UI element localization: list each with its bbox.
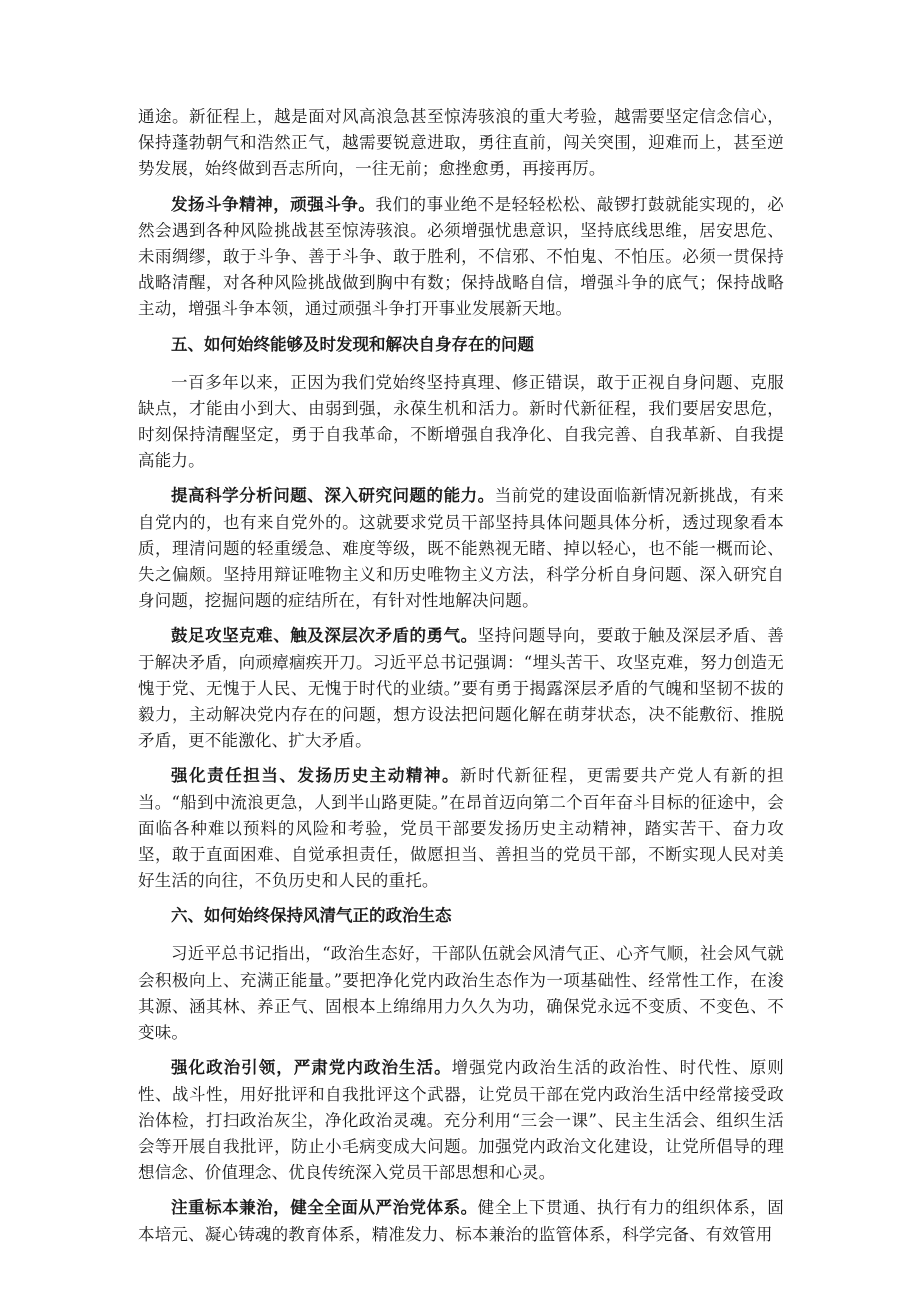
paragraph-text: 我们的事业绝不是轻轻松松、敲锣打鼓就能实现的，必然会遇到各种风险挑战甚至惊涛骇浪。必须增强忧患意识，坚持底线思维，居安思危、未雨绸缪，敢于斗争、善于斗争、敢于胜利，不信邪、不怕鬼、不怕压。必须一贯保持战略清醒，对各种风险挑战做到胸中有数；保持战略自信，增强斗争的底气；保持战略主动，增强斗争本领，通过顽强斗争打开事业发展新天地。 <box>138 194 784 319</box>
paragraph-text: 健全上下贯通、执行有力的组织体系，固本培元、凝心铸魂的教育体系，精准发力、标本兼治的监管体系，科学完备、有效管用 <box>138 1198 784 1244</box>
paragraph-text: 坚持问题导向，要敢于触及深层矛盾、善于解决矛盾，向顽瘴痼疾开刀。习近平总书记强调：“埋头苦干、攻坚克难，努力创造无愧于党、无愧于人民、无愧于时代的业绩。”要有勇于揭露深层矛盾的气魄和坚韧不拔的毅力，主动解决党内存在的问题，想方设法把问题化解在萌芽状态，决不能敷衍、推脱矛盾，更不能激化、扩大矛盾。 <box>138 626 784 751</box>
paragraph <box>138 1055 784 1186</box>
section-heading: 五、如何始终能够及时发现和解决自身存在的问题 <box>171 334 534 354</box>
paragraph <box>138 623 784 754</box>
paragraph-text: 增强党内政治生活的政治性、时代性、原则性、战斗性，用好批评和自我批评这个武器，让党员干部在党内政治生活中经常接受政治体检，打扫政治灰尘，净化政治灵魂。充分利用“三会一课”、民主生活会、组织生活会等开展自我批评，防止小毛病变成大问题。加强党内政治文化建设，让党所倡导的理想信念、价值理念、优良传统深入党员干部思想和心灵。 <box>138 1058 784 1183</box>
paragraph-text: 习近平总书记指出，“政治生态好，干部队伍就会风清气正、心齐气顺，社会风气就会积极向上、充满正能量。”要把净化党内政治生态作为一项基础性、经常性工作，在浚其源、涵其林、养正气、固根本上绵绵用力久久为功，确保党永远不变质、不变色、不变味。 <box>138 944 784 1043</box>
paragraph <box>138 483 784 614</box>
paragraph-text: 当前党的建设面临新情况新挑战，有来自党内的，也有来自党外的。这就要求党员干部坚持具体问题具体分析，透过现象看本质，理清问题的轻重缓急、难度等级，既不能熟视无睹、掉以轻心，也不能一概而论、失之偏颇。坚持用辩证唯物主义和历史唯物主义方法，科学分析自身问题、深入研究自身问题，挖掘问题的症结所在，有针对性地解决问题。 <box>138 486 784 611</box>
paragraph-lead: 强化责任担当、发扬历史主动精神。 <box>171 766 461 786</box>
paragraph <box>138 370 784 475</box>
paragraph <box>138 104 784 183</box>
paragraph-lead: 鼓足攻坚克难、触及深层次矛盾的勇气。 <box>171 626 478 646</box>
paragraph-text: 通途。新征程上，越是面对风高浪急甚至惊涛骇浪的重大考验，越需要坚定信念信心，保持蓬勃朝气和浩然正气，越需要锐意进取，勇往直前，闯关突围，迎难而上，甚至逆势发展，始终做到吾志所向，一往无前；愈挫愈勇，再接再厉。 <box>138 107 784 179</box>
paragraph <box>138 1195 784 1247</box>
paragraph-lead: 注重标本兼治，健全全面从严治党体系。 <box>171 1198 478 1218</box>
paragraph <box>138 192 784 323</box>
paragraph <box>138 941 784 1046</box>
paragraph-text: 新时代新征程，更需要共产党人有新的担当。“船到中流浪更急，人到半山路更陡。”在昂首迈向第二个百年奋斗目标的征途中，会面临各种难以预料的风险和考验，党员干部要发扬历史主动精神，踏实苦干、奋力攻坚，敢于直面困难、自觉承担责任，做愿担当、善担当的党员干部，不断实现人民对美好生活的向往，不负历史和人民的重托。 <box>138 766 784 891</box>
paragraph-lead: 发扬斗争精神，顽强斗争。 <box>171 194 376 214</box>
section-heading: 六、如何始终保持风清气正的政治生态 <box>171 906 452 926</box>
paragraph-text: 一百多年以来，正因为我们党始终坚持真理、修正错误，敢于正视自身问题、克服缺点，才能由小到大、由弱到强，永葆生机和活力。新时代新征程，我们要居安思危，时刻保持清醒坚定，勇于自我革命，不断增强自我净化、自我完善、自我革新、自我提高能力。 <box>138 372 784 471</box>
document-page <box>138 104 784 1257</box>
paragraph-lead: 强化政治引领，严肃党内政治生活。 <box>171 1058 452 1078</box>
paragraph-lead: 提高科学分析问题、深入研究问题的能力。 <box>171 486 495 506</box>
paragraph <box>138 763 784 894</box>
